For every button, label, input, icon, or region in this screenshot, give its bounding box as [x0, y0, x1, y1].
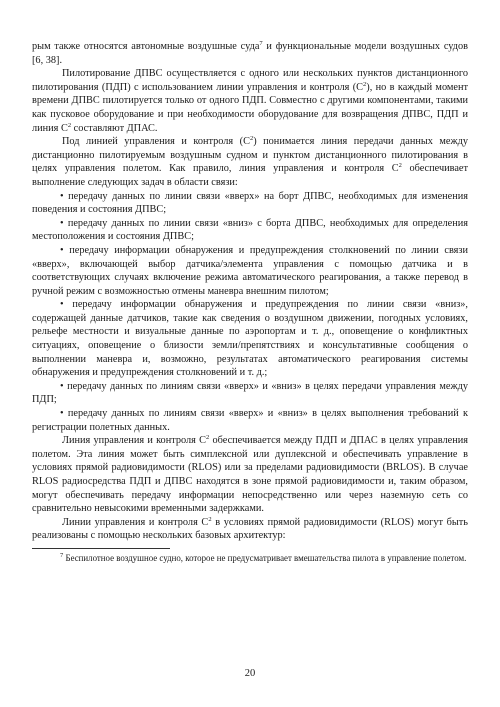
bullet-item: • передачу информации обнаружения и предупреждения по линии связи «вниз», содержащей данные датчиков, такие как сведения о воздушном движении, погодных условиях, рельефе местности и визуальные данные по аэропортам и т. д., оповещение о конфликтных ситуациях, оповещение о близости земли/препятствиях и консультативные сообщения о выполнении маневра и, возможно, результатах автоматического реагирования системы обнаружения и предупреждения столкновений и т. д.; [32, 299, 468, 379]
footnote: $^7$ Беспилотное воздушное судно, которое не предусматривает вмешательства пилота в управление полетом. [60, 551, 467, 563]
paragraph-c2-line: Линия управления и контроля $С^2$ обеспечивается между ПДП и ДПАС в целях управления полетом. Эта линия может быть симплексной или дуплексной и обеспечивать управление в условиях прямой радиовидимости (RLOS) или за пределами радиовидимости (BRLOS). В случае RLOS радиосредства ПДП и ДПВС находятся в зоне прямой радиовидимости и, таким образом, могут обеспечивать передачу информации непосредственно или через наземную сеть со сравнительно невысокими временными задержками. [32, 434, 468, 515]
footnote-marker: 7 [259, 40, 263, 47]
paragraph-rlos-architectures: Линии управления и контроля $С^2$ в условиях прямой радиовидимости (RLOS) могут быть реализованы с помощью нескольких базовых архитектур: [32, 515, 468, 542]
bullet-item: • передачу информации обнаружения и предупреждения столкновений по линии связи «вверх», включающей выбор датчика/элемента управления с помощью датчика и в соответствующих случаях включение режима автоматического реагирования, а также перевод в ручной режим с возможностью отмены маневра внешним пилотом; [32, 244, 468, 297]
footnote-marker: 7 [60, 551, 64, 559]
bullet-item: • передачу данных по линии связи «вниз» с борта ДПВС, необходимых для определения местоположения и состояния ДПВС; [32, 217, 468, 243]
paragraph-c2-definition: Под линией управления и контроля $(С^2)$ понимается линия передачи данных между дистанционно пилотируемым воздушным судном и пунктом дистанционного пилотирования в целях управления полетом. Как правило, линия управления и контроля $С^2$ обеспечивает выполнение следующих задач в области связи: [32, 135, 469, 188]
paragraph-continuation: рым также относятся автономные воздушные суда$^7$ и функциональные модели воздушных судов [6, 38]. [32, 40, 468, 66]
bullet-item: • передачу данных по линиям связи «вверх» и «вниз» в целях выполнения требований к регистрации полетных данных. [32, 408, 468, 433]
page-number: 20 [244, 668, 256, 679]
bullet-item: • передачу данных по линиям связи «вверх» и «вниз» в целях передачи управления между ПДП; [32, 380, 468, 406]
paragraph-piloting: Пилотирование ДПВС осуществляется с одного или нескольких пунктов дистанционного пилотирования (ПДП) с использованием линии управления и контроля $(С^2)$, но в каждый момент времени ДПВС пилотируется только от одного ПДП. Совместно с другими компонентами, такими как пусковое оборудование и при необходимости оборудование для возвращения ДПВС, ПДП и линия $С^2$ составляют ДПАС. [32, 68, 468, 134]
footnote-divider [32, 548, 170, 549]
body-text [32, 40, 468, 543]
bullet-item: • передачу данных по линии связи «вверх» на борт ДПВС, необходимых для изменения поведения и состояния ДПВС; [32, 190, 468, 216]
